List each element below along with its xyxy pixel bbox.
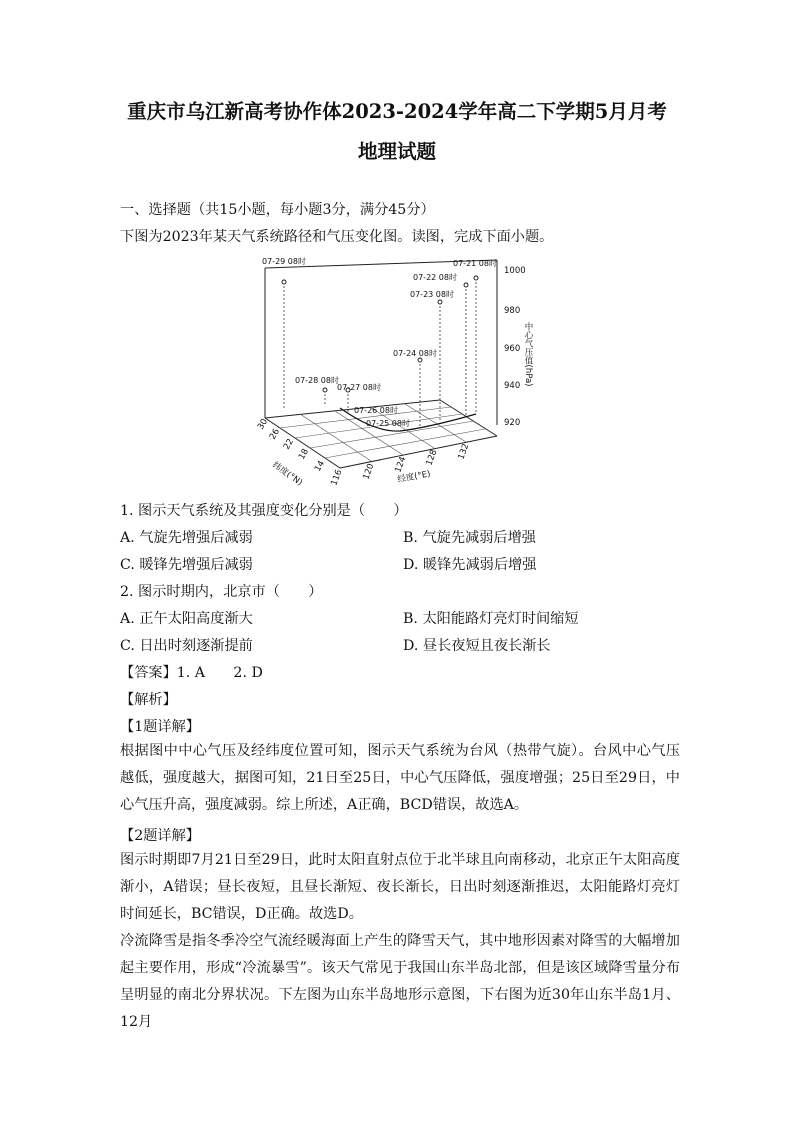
time-label-0727: 07-27 08时: [337, 383, 381, 392]
time-label-0724: 07-24 08时: [393, 349, 437, 358]
time-label-0726: 07-26 08时: [354, 406, 398, 415]
longitude-tick-124: 124: [393, 455, 409, 475]
q1-stem: 1. 图示天气系统及其强度变化分别是（ ）: [120, 503, 408, 519]
q2-option-a: A. 正午太阳高度渐大: [120, 611, 253, 627]
q2-detail-heading: 【2题详解】: [120, 828, 200, 844]
time-label-0725: 07-25 08时: [366, 419, 410, 428]
q1-option-a: A. 气旋先增强后减弱: [120, 530, 253, 546]
time-label-0723: 07-23 08时: [410, 290, 454, 299]
q2-option-b: B. 太阳能路灯亮灯时间缩短: [403, 611, 579, 627]
base-edge-back: [265, 400, 440, 418]
pressure-marker: [438, 300, 442, 304]
analysis-heading: 【解析】: [120, 692, 177, 708]
q1-option-d: D. 暖锋先减弱后增强: [403, 557, 537, 573]
latitude-tick-18: 18: [296, 447, 312, 462]
q2-detail-text: 图示时期即7月21日至29日，此时太阳直射点位于北半球且向南移动，北京正午太阳高度渐小，A错误；昼长夜短，且昼长渐短、夜长渐长，日出时刻逐渐推迟，太阳能路灯亮灯时间延长，BC错误，D正确。故选D。: [120, 852, 680, 922]
pressure-tick-940: 940: [504, 381, 521, 391]
pressure-marker: [282, 280, 286, 284]
longitude-tick-116: 116: [329, 468, 345, 488]
q1-option-b: B. 气旋先减弱后增强: [403, 530, 536, 546]
time-label-0729: 07-29 08时: [262, 257, 306, 266]
latitude-tick-30: 30: [255, 417, 271, 432]
pressure-marker: [464, 283, 468, 287]
longitude-axis-title: 经度(°E): [396, 469, 432, 485]
answer-line: 【答案】1. A 2. D: [120, 665, 263, 681]
time-label-0728: 07-28 08时: [295, 376, 339, 385]
q2-stem: 2. 图示时期内，北京市（ ）: [120, 584, 323, 600]
time-label-0722: 07-22 08时: [413, 273, 457, 282]
latitude-tick-14: 14: [312, 459, 328, 474]
grid-line: [335, 411, 403, 455]
next-question-intro: 冷流降雪是指冬季冷空气流经暖海面上产生的降雪天气，其中地形因素对降雪的大幅增加起主要作用，形成“冷流暴雪”。该天气常见于我国山东半岛北部，但是该区域降雪量分布呈明显的南北分界状况。下左图为山东半岛地形示意图，下右图为近30年山东半岛1月、12月: [120, 933, 680, 1030]
page-title-line2: 地理试题: [357, 140, 436, 163]
section-heading: 一、选择题（共15小题，每小题3分，满分45分）: [120, 202, 435, 218]
q2-option-c: C. 日出时刻逐渐提前: [120, 638, 253, 654]
latitude-axis-title: 纬度(°N): [270, 460, 305, 489]
question-intro: 下图为2023年某天气系统路径和气压变化图。读图，完成下面小题。: [120, 229, 554, 245]
base-edge-right: [440, 400, 497, 436]
pressure-marker: [323, 388, 327, 392]
time-label-0721: 07-21 08时: [453, 259, 497, 268]
pressure-axis-title: 中心气压值(hPa): [523, 322, 533, 387]
longitude-tick-132: 132: [456, 442, 472, 462]
grid-line: [405, 404, 466, 442]
q1-option-c: C. 暖锋先增强后减弱: [120, 557, 253, 573]
longitude-tick-120: 120: [361, 462, 377, 482]
pressure-marker: [418, 358, 422, 362]
latitude-tick-22: 22: [281, 437, 297, 452]
pressure-tick-960: 960: [504, 344, 521, 354]
page-title-line1: 重庆市乌江新高考协作体2023-2024学年高二下学期5月月考: [127, 100, 667, 123]
q2-option-d: D. 昼长夜短且夜长渐长: [403, 638, 551, 654]
typhoon-path-pressure-figure: [240, 250, 560, 490]
latitude-tick-26: 26: [267, 427, 283, 442]
longitude-tick-128: 128: [424, 448, 440, 468]
pressure-tick-1000: 1000: [504, 266, 526, 276]
pressure-tick-920: 920: [504, 418, 521, 428]
pressure-tick-980: 980: [504, 306, 521, 316]
q1-detail-text: 根据图中中心气压及经纬度位置可知，图示天气系统为台风（热带气旋）。台风中心气压越低，强度越大，据图可知，21日至25日，中心气压降低，强度增强；25日至29日，中心气压升高，强度减弱。综上所述，A正确，BCD错误，故选A。: [120, 743, 680, 813]
pressure-marker: [474, 276, 478, 280]
q1-detail-heading: 【1题详解】: [120, 719, 200, 735]
